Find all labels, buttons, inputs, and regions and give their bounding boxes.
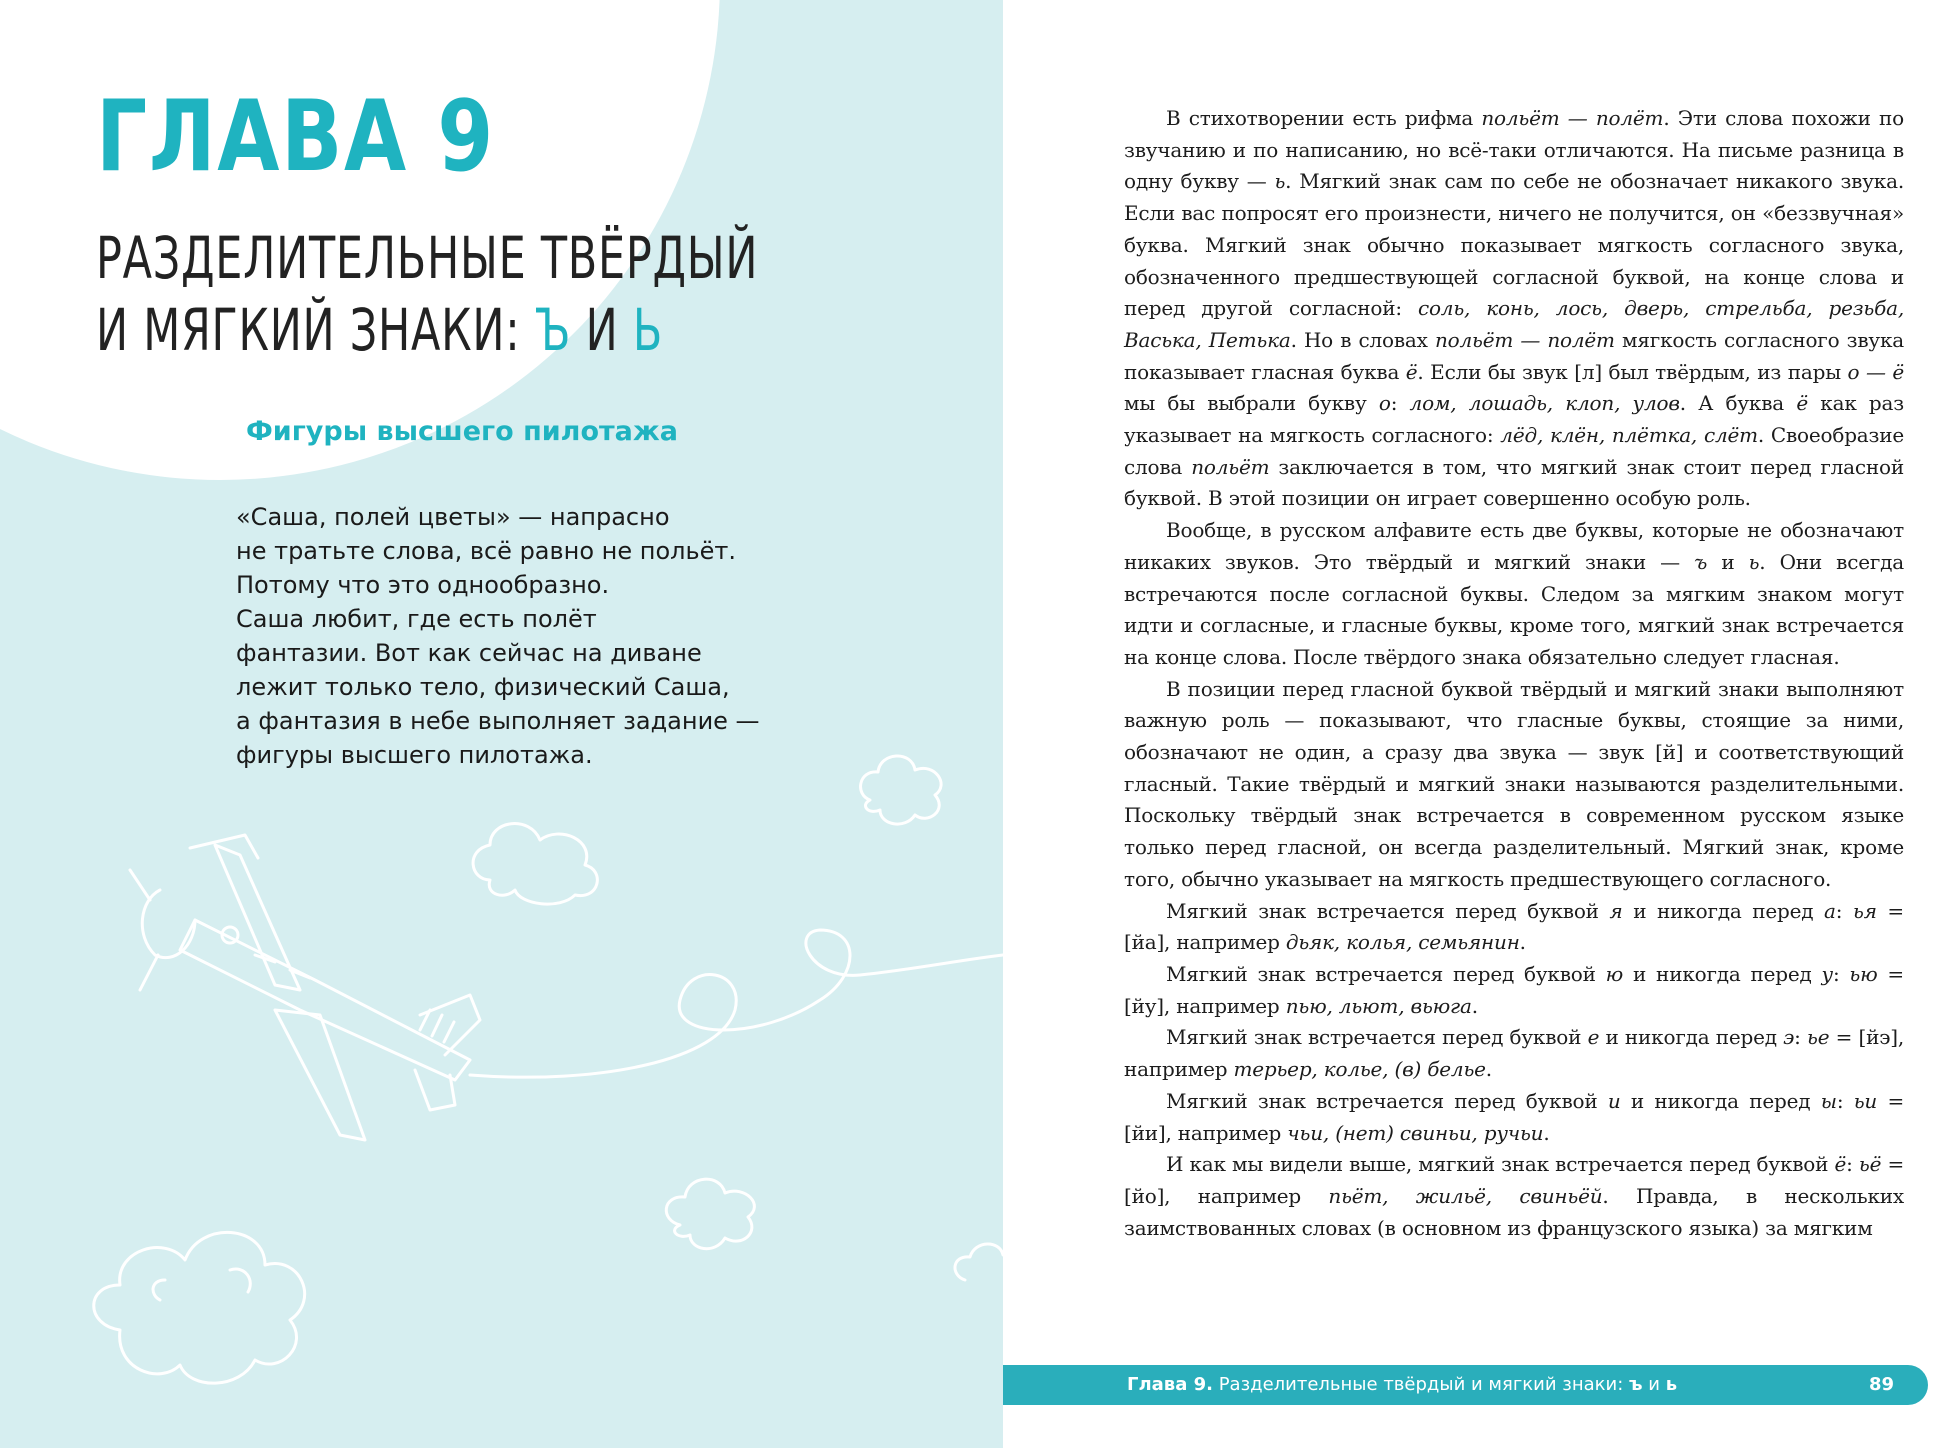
example-word: терьер, колье, (в) белье [1233, 1057, 1486, 1082]
text-run: и никогда перед [1620, 1088, 1821, 1113]
example-word: ь [1274, 169, 1286, 194]
text-run: Мягкий знак встречается перед буквой [1166, 961, 1606, 986]
text-run: И как мы видели выше, мягкий знак встречается перед буквой [1166, 1152, 1835, 1177]
example-word: ья [1853, 898, 1877, 923]
paragraph: В позиции перед гласной буквой твёрдый и мягкий знаки выполняют важную роль — показывают, что гласные буквы, стоящие за ними, обозначают не один, а сразу два звука — звук [й] и соответствующий гласный. Такие твёрдый и мягкий знаки называются разделительными. Поскольку твёрдый знак встречается в современном русском языке только перед гласной, он всегда разделительный. Мягкий знак, кроме того, обычно указывает на мягкость предшествующего согласного. [1124, 676, 1904, 891]
text-run: = [йу], например [1124, 961, 1904, 1018]
example-word: а [1824, 898, 1836, 923]
footer-chapter-label: Глава 9. [1127, 1374, 1213, 1395]
example-word: ь [1748, 549, 1760, 574]
airplane-icon [130, 835, 480, 1140]
poem [236, 500, 760, 772]
chapter-number: ГЛАВА 9 [96, 80, 495, 194]
footer-conjunction: и [1642, 1374, 1666, 1395]
text-run: . [1485, 1057, 1492, 1082]
poem-line: Саша любит, где есть полёт [236, 605, 597, 633]
body-text [1124, 103, 1904, 1244]
poem-line: фигуры высшего пилотажа. [236, 741, 593, 769]
poem-line: лежит только тело, физический Саша, [236, 673, 730, 701]
text-run: Мягкий знак встречается перед буквой [1166, 1088, 1608, 1113]
footer-chapter-title [1127, 1365, 1677, 1405]
text-run: = [йэ], например [1124, 1025, 1904, 1082]
poem-heading: Фигуры высшего пилотажа [246, 416, 678, 447]
text-run: Вообще, в русском алфавите есть две буквы, которые не обозначают никаких звуков. Это твёрдый и мягкий знаки — [1124, 518, 1904, 574]
text-run: . [1543, 1120, 1550, 1145]
page-number: 89 [1868, 1374, 1894, 1395]
text-run: Мягкий знак встречается перед буквой [1166, 898, 1610, 923]
paragraph [1124, 896, 1904, 959]
example-word: и [1607, 1088, 1621, 1113]
text-run: мы бы выбрали букву [1124, 391, 1379, 416]
text-run: . [1471, 993, 1478, 1018]
example-word: чьи, (нет) свиньи, ручьи [1287, 1120, 1544, 1145]
example-word: ье [1807, 1025, 1830, 1050]
example-word: у [1821, 961, 1833, 986]
text-run: . Правда, в нескольких заимствованных словах (в основном из французского языка) за мягким [1124, 1183, 1904, 1240]
example-word: о [1378, 391, 1391, 416]
chapter-title-line-1: РАЗДЕЛИТЕЛЬНЫЕ ТВЁРДЫЙ [96, 224, 759, 292]
text-run: : [1390, 391, 1410, 416]
example-word: пьёт, жильё, свиньёй [1328, 1183, 1603, 1208]
example-word: ъ [1694, 549, 1708, 574]
text-run: и никогда перед [1599, 1025, 1784, 1050]
paragraph [1124, 1086, 1904, 1149]
text-run: . Они всегда встречаются после согласной буквы. Следом за мягким знаком могут идти и согласные, и гласные буквы, кроме того, мягкий знак встречается на конце слова. После твёрдого знака обязательно следует гласная. [1124, 549, 1904, 669]
chapter-title-line-2: И МЯГКИЙ ЗНАКИ: [96, 296, 535, 364]
text-run: : [1794, 1025, 1808, 1050]
paragraph [1124, 1149, 1904, 1244]
text-run: и никогда перед [1622, 898, 1825, 923]
example-word: польёт — полёт [1434, 327, 1615, 352]
example-word: ы [1820, 1088, 1837, 1113]
paragraph [1124, 959, 1904, 1022]
footer-title: Разделительные твёрдый и мягкий знаки: [1212, 1374, 1629, 1395]
cloud-icon [153, 1269, 250, 1300]
text-run: : [1846, 1152, 1859, 1177]
text-run: = [йи], например [1124, 1088, 1905, 1145]
cloud-icon [473, 824, 597, 904]
text-run: : [1836, 1088, 1854, 1113]
cloud-icon [666, 1179, 754, 1249]
text-run: . Но в словах [1290, 327, 1435, 352]
example-word: лом, лошадь, клоп, улов [1409, 391, 1680, 416]
example-word: о — ё [1847, 359, 1904, 384]
hard-sign-letter: Ъ [534, 296, 572, 364]
text-run: : [1835, 898, 1854, 923]
paragraph [1124, 515, 1904, 674]
example-word: дьяк, колья, семьянин [1285, 930, 1520, 955]
example-word: ьи [1853, 1088, 1878, 1113]
running-footer [1003, 1365, 1928, 1405]
footer-soft-sign: ь [1665, 1374, 1678, 1395]
soft-sign-letter: Ь [632, 296, 664, 364]
text-run: мягкость согласного звука показывает гласная буква [1124, 327, 1905, 384]
example-word: ё [1834, 1152, 1847, 1177]
example-word: е [1587, 1025, 1600, 1050]
poem-line: фантазии. Вот как сейчас на диване [236, 639, 702, 667]
example-word: пью, льют, вьюга [1285, 993, 1472, 1018]
chapter-title [96, 222, 758, 366]
poem-line: а фантазия в небе выполняет задание — [236, 707, 760, 735]
text-run: . Своеобразие слова [1124, 423, 1905, 479]
example-word: соль, конь, лось, дверь, стрельба, резьба, Васька, Петька [1124, 296, 1904, 352]
footer-hard-sign: ъ [1629, 1374, 1643, 1395]
example-word: ё [1796, 391, 1808, 416]
example-word: ьё [1858, 1152, 1882, 1177]
example-word: польёт — полёт [1481, 106, 1664, 130]
example-word: польёт [1191, 454, 1270, 479]
text-run: = [йа], например [1124, 898, 1904, 955]
title-conjunction: И [571, 296, 633, 364]
text-run: и [1707, 549, 1749, 574]
example-word: ю [1605, 961, 1624, 986]
text-run: . Если бы звук [л] был твёрдым, из пары [1417, 359, 1848, 384]
text-run: и никогда перед [1623, 961, 1822, 986]
text-run: = [йо], например [1124, 1152, 1905, 1208]
text-run: Мягкий знак встречается перед буквой [1166, 1025, 1588, 1050]
paragraph [1124, 1022, 1904, 1085]
cloud-icon [861, 756, 942, 824]
text-run: . А буква [1679, 391, 1797, 416]
text-run: заключается в том, что мягкий знак стоит перед гласной буквой. В этой позиции он играет совершенно особую роль. [1124, 454, 1904, 511]
airplane-trail [470, 930, 1003, 1077]
text-run: В стихотворении есть рифма [1166, 106, 1482, 130]
text-run: . Эти слова похожи по звучанию и по написанию, но всё-таки отличаются. На письме разница в одну букву — [1124, 106, 1904, 194]
example-word: ё [1405, 359, 1418, 384]
poem-line: Потому что это однообразно. [236, 571, 610, 599]
poem-line: «Саша, полей цветы» — напрасно [236, 503, 670, 531]
text-run: . Мягкий знак сам по себе не обозначает никакого звука. Если вас попросят его произнести, ничего не получится, он «беззвучная» буква. Мягкий знак обычно показывает мягкость согласного звука, обозначенного предшествующей согласной буквой, на конце слова и перед другой согласной: [1124, 169, 1904, 321]
example-word: я [1609, 898, 1623, 923]
text-run: : [1832, 961, 1850, 986]
paragraph [1124, 103, 1904, 515]
example-word: лёд, клён, плётка, слёт [1500, 423, 1758, 448]
poem-line: не тратьте слова, всё равно не польёт. [236, 537, 736, 565]
example-word: э [1783, 1025, 1795, 1050]
cloud-icon [955, 1244, 1003, 1280]
text-run: . [1519, 930, 1526, 955]
example-word: ью [1849, 961, 1878, 986]
cloud-icon [94, 1232, 305, 1383]
text-run: как раз указывает на мягкость согласного: [1124, 391, 1904, 448]
